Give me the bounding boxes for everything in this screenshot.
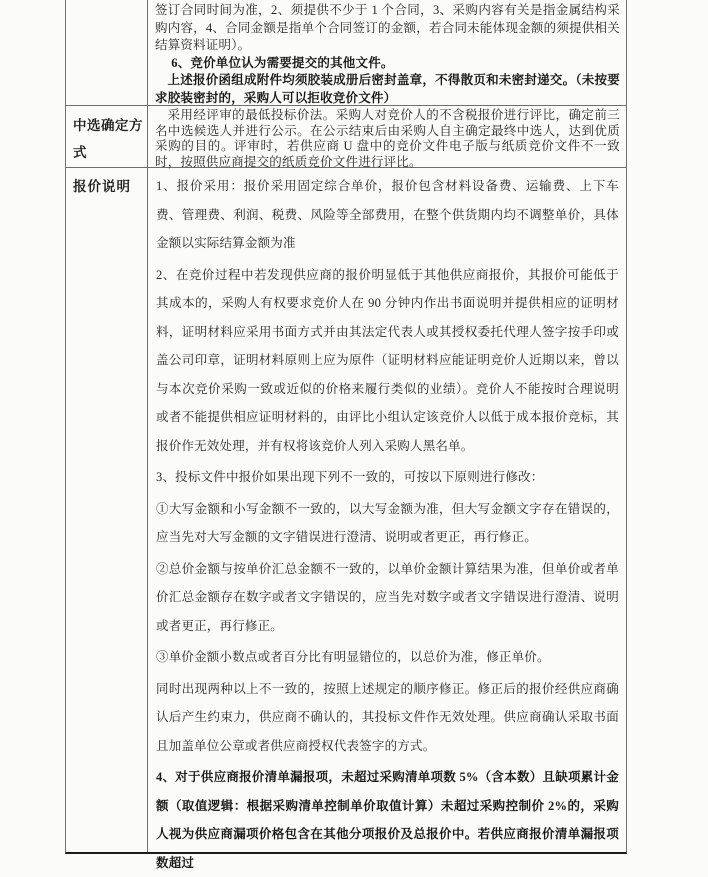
paragraph: 签订合同时间为准，2、须提供不少于 1 个合同，3、采购内容有关是指金属结构采购内容，4、合同金额是指单个合同签订的金额，若合同未能体现金额的须提供相关结算资料证明）。 [155, 3, 620, 53]
paragraph: ①大写金额和小写金额不一致的，以大写金额为准，但大写金额文字存在错误的，应当先对大写金额的文字错误进行澄清、说明或者更正，再行修正。 [156, 501, 619, 544]
paragraph: 同时出现两种以上不一致的，按照上述规定的顺序修正。修正后的报价经供应商确认后产生约束力，供应商不确认的，其投标文件作无效处理。供应商确认采取书面且加盖单位公章或者供应商授权代表签字的方式。 [156, 681, 619, 753]
table-row-quotation-notes [66, 168, 626, 870]
procurement-terms-table [65, 0, 627, 870]
row-label-selection-method: 中选确定方式 [66, 106, 148, 167]
table-row-selection-method [66, 106, 626, 168]
row-label-quotation-notes: 报价说明 [66, 168, 148, 852]
paragraph: 1、报价采用：报价采用固定综合单价，报价包含材料设备费、运输费、上下车费、管理费、利润、税费、风险等全部费用，在整个供货期内均不调整单价，具体金额以实际结算金额为准 [156, 179, 619, 250]
paragraph: 2、在竞价过程中若发现供应商的报价明显低于其他供应商报价，其报价可能低于其成本的，采购人有权要求竞价人在 90 分钟内作出书面说明并提供相应的证明材料，证明材料应采用书面方式并由其法定代表人或其授权委托代理人签字按手印或盖公司印章，证明材料原则上应为原件（证明材料应能证明竞价人近期以来，曾以与本次竞价采购一致或近似的价格来履行类似的业绩）。竞价人不能按时合理说明或者不能提供相应证明材料的，由评比小组认定该竞价人以低于成本报价竞标，其报价作无效处理，并有权将该竞价人列入采购人黑名单。 [156, 267, 619, 453]
paragraph: 4、对于供应商报价清单漏报项，未超过采购清单项数 5%（含本数）且缺项累计金额（取值逻辑：根据采购清单控制单价取值计算）未超过采购控制价 2%的，采购人视为供应商漏项价格包含在其他分项报价及总报价中。若供应商报价清单漏报项数超过 [156, 770, 619, 870]
row-content-selection-method [148, 106, 626, 167]
paragraph: 3、投标文件中报价如果出现下列不一致的，可按以下原则进行修改： [156, 470, 544, 484]
paragraph: ③单价金额小数点或者百分比有明显错位的，以总价为准，修正单价。 [156, 650, 550, 664]
row-label-empty [66, 0, 148, 105]
row-content-quotation-notes [148, 168, 626, 870]
paragraph: 6、竞价单位认为需要提交的其他文件。 [171, 55, 394, 70]
paragraph: 上述报价函组成附件均须胶装成册后密封盖章，不得散页和未密封递交。（未按要求胶装密封的，采购人可以拒收竞价文件） [155, 73, 620, 105]
row-content-attachments [148, 0, 626, 105]
table-row-continuation [66, 0, 626, 106]
paragraph: ②总价金额与按单价汇总金额不一致的，以单价金额计算结果为准，但单价或者单价汇总金额存在数字或者文字错误的，应当先对数字或者文字错误进行澄清、说明或者更正，再行修正。 [156, 561, 619, 633]
paragraph: 采用经评审的最低投标价法。采购人对竞价人的不含税报价进行评比，确定前三名中选候选人并进行公示。在公示结束后由采购人自主确定最终中选人，达到优质采购的目的。评审时，若供应商 U 盘中的竞价文件电子版与纸质竞价文件不一致时，按照供应商提交的纸质竞价文件进行评比。 [155, 108, 620, 169]
